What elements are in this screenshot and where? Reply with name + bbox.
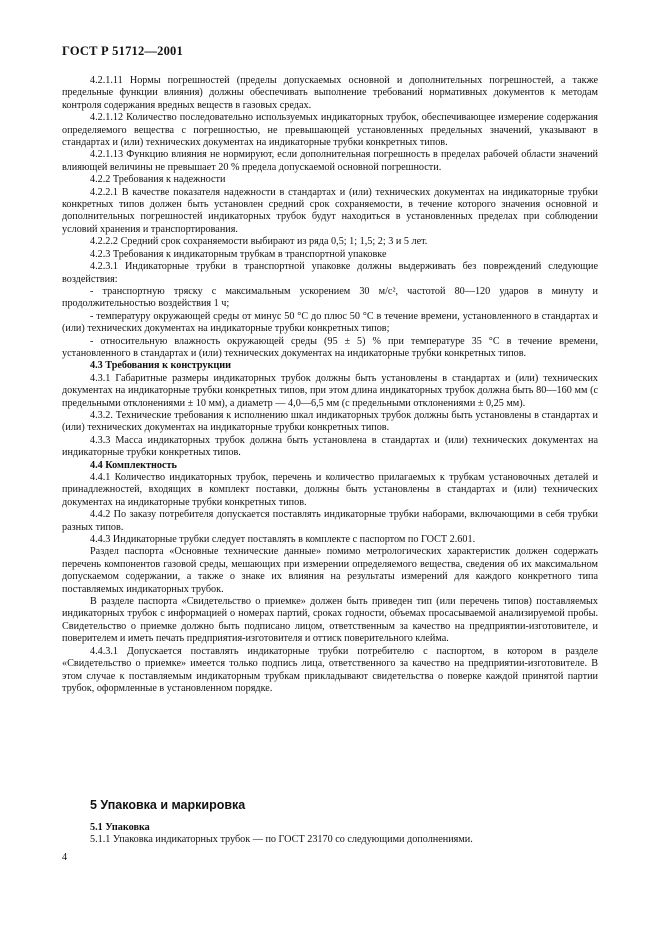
document-body <box>62 75 598 695</box>
list-item: - относительную влажность окружающей среды (95 ± 5) % при температуре 35 °С в течение времени, установленного в стандартах и (или) технических документах на индикаторные трубки конкретных типов. <box>62 335 598 359</box>
paragraph: 4.4.3.1 Допускается поставлять индикаторные трубки потребителю с паспортом, в котором в разделе «Свидетельство о приемке» имеется только подпись лица, ответственного за качество на предприятии-изготовителе. В этом случае к поставляемым индикаторным трубкам прикладывают свидетельства о поверке каждой принятой партии трубок, оформленные в установленном порядке. <box>62 645 598 694</box>
paragraph: 4.2.2.2 Средний срок сохраняемости выбирают из ряда 0,5; 1; 1,5; 2; 3 и 5 лет. <box>90 236 428 248</box>
section-heading: 5 Упаковка и маркировка <box>90 798 246 812</box>
paragraph: 4.2.1.11 Нормы погрешностей (пределы допускаемых основной и дополнительных погрешностей, а также предельные функции влияния) должны обеспечивать выполнение требований нормативных документов к методам контроля содержания вредных веществ в газовых средах. <box>62 75 598 111</box>
paragraph: 4.2.1.13 Функцию влияния не нормируют, если дополнительная погрешность в пределах рабочей области значений влияющей величины не превышает 20 % предела допускаемой основной погрешности. <box>62 149 598 173</box>
paragraph: 4.2.3.1 Индикаторные трубки в транспортной упаковке должны выдерживать без повреждений следующие воздействия: <box>62 261 598 285</box>
subsection-heading: 4.4 Комплектность <box>90 459 177 471</box>
paragraph: 4.2.2.1 В качестве показателя надежности в стандартах и (или) технических документах на индикаторные трубки конкретных типов должен быть установлен средний срок сохраняемости, в течение которого значения основной и дополнительных погрешностей индикаторных трубок будут находиться в установленных пределах при соблюдении условий хранения и транспортирования. <box>62 186 598 235</box>
page-number: 4 <box>62 852 68 863</box>
paragraph: В разделе паспорта «Свидетельство о приемке» должен быть приведен тип (или перечень типов) поставляемых индикаторных трубок с информацией о номерах партий, сроках годности, объемах просасываемой анализируемой пробы. Свидетельство о приемке должно быть подписано лицом, ответственным за качество на предприятии-изготовителе, и поверителем и иметь печать предприятия-изготовителя и оттиск поверительного клейма. <box>62 596 598 645</box>
document-header: ГОСТ Р 51712—2001 <box>62 44 183 58</box>
paragraph: 4.3.1 Габаритные размеры индикаторных трубок должны быть установлены в стандартах и (или) технических документах на индикаторные трубки конкретных типов, при этом длина индикаторных трубок должна быть 80—160 мм (с предельными отклонениями ± 10 мм), а диаметр — 4,0—6,5 мм (с предельными отклонениями ± 0,25 мм). <box>62 372 598 409</box>
paragraph: 4.2.3 Требования к индикаторным трубкам в транспортной упаковке <box>90 248 387 260</box>
paragraph: 5.1.1 Упаковка индикаторных трубок — по ГОСТ 23170 со следующими дополнениями. <box>90 834 473 845</box>
paragraph: 4.3.3 Масса индикаторных трубок должна быть установлена в стандартах и (или) технических документах на индикаторные трубки конкретных типов. <box>62 434 598 459</box>
paragraph: Раздел паспорта «Основные технические данные» помимо метрологических характеристик должен содержать перечень компонентов газовой среды, мешающих при измерении определяемого вещества, сведения об их максимальном допускаемом содержании, а также о знаке их влияния на результаты измерений для каждого конкретного типа поставляемых индикаторных трубок. <box>62 546 598 595</box>
paragraph: 4.4.2 По заказу потребителя допускается поставлять индикаторные трубки наборами, включающими в себя трубки разных типов. <box>62 509 598 533</box>
paragraph: 4.4.3 Индикаторные трубки следует поставлять в комплекте с паспортом по ГОСТ 2.601. <box>90 534 476 546</box>
paragraph: 4.3.2. Технические требования к исполнению шкал индикаторных трубок должны быть установлены в стандартах и (или) технических документах на индикаторные трубки конкретных типов. <box>62 409 598 434</box>
subsection-heading: 4.3 Требования к конструкции <box>90 360 231 372</box>
paragraph: 4.2.2 Требования к надежности <box>90 174 226 186</box>
subsection-heading: 5.1 Упаковка <box>90 822 150 833</box>
paragraph: 4.2.1.12 Количество последовательно используемых индикаторных трубок, обеспечивающее измерение содержания определяемого вещества с погрешностью, не превышающей установленных предельных значений, указывают в стандартах и (или) технических документах на индикаторные трубки конкретных типов. <box>62 112 598 149</box>
list-item: - транспортную тряску с максимальным ускорением 30 м/с², частотой 80—120 ударов в минуту и продолжительностью воздействия 1 ч; <box>62 285 598 310</box>
paragraph: 4.4.1 Количество индикаторных трубок, перечень и количество прилагаемых к трубкам установочных деталей и принадлежностей, входящих в комплект поставки, должны быть установлены в стандартах и (или) технических документах на индикаторные трубки конкретных типов. <box>62 472 598 508</box>
list-item: - температуру окружающей среды от минус 50 °С до плюс 50 °С в течение времени, установленного в стандартах и (или) технических документах на индикаторные трубки конкретных типов; <box>62 310 598 335</box>
